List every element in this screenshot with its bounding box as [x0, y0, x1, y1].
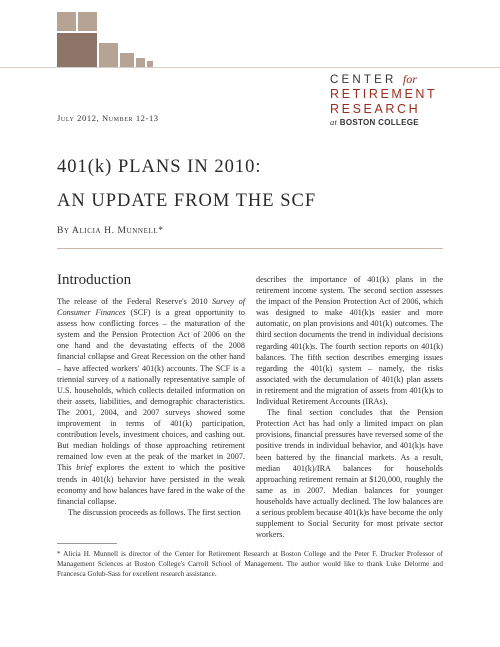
byline: By Alicia H. Munnell*: [57, 226, 164, 236]
decorative-square: [136, 58, 145, 67]
decorative-square: [99, 43, 118, 67]
paragraph-1: The release of the Federal Reserve's 2010 Survey of Consumer Finances (SCF) is a great opportunity to assess how conflicting forces – the maturation of the system and the Pension Protection Act of 2006 on the one hand and the devastating effects of the 2008 financial collapse and Great Recession on the other hand – have affected workers' 401(k) accounts. The SCF is a triennial survey of a nationally representative sample of U.S. households, which collects detailed information on their assets, liabilities, and demographic characteristics. The 2001, 2004, and 2007 surveys showed some improvement in terms of 401(k) participation, contribution levels, investment choices, and cashing out. But median holdings of those approaching retirement remained low even at the peak of the market in 2007. This brief explores the extent to which the positive trends in 401(k) behavior have persisted in the weak economy and how balances have fared in the wake of the financial collapse.: [57, 297, 245, 506]
decorative-square: [57, 33, 97, 67]
decorative-square: [120, 53, 134, 67]
decorative-square: [78, 12, 97, 31]
paragraph-2: The discussion proceeds as follows. The first section: [68, 507, 241, 517]
paragraph-2-continued: describes the importance of 401(k) plans in the retirement income system. The second section assesses the impact of the Pension Protection Act of 2006, which was designed to make 401(k)s easier and more automatic, on plan provisions and 401(k) outcomes. The third section documents the trend in individual decisions regarding 401(k)s. The fourth section reports on 401(k) balances. The fifth section describes emerging issues regarding the 401(k) system – namely, the risks associated with the decumulation of 401(k) plan assets in retirement and the migration of assets from 401(k)s to Individual Retirement Accounts (IRAs).: [256, 275, 443, 407]
issue-date: July 2012, Number 12-13: [57, 113, 159, 123]
left-column: [57, 296, 245, 518]
title-line-1: 401(k) PLANS IN 2010:: [57, 157, 262, 177]
logo-center: CENTER: [330, 74, 397, 86]
logo-at: at: [330, 117, 338, 127]
page-title: [57, 150, 457, 218]
footnote: * Alicia H. Munnell is director of the Center for Retirement Research at Boston College and the Peter F. Drucker Professor of Management Sciences at Boston College's Carroll School of Management. The author would like to thank Luke Delorme and Francesca Golub-Sass for excellent research assistance.: [57, 550, 443, 578]
decorative-square: [57, 12, 76, 31]
logo-retirement: RETIREMENT: [330, 87, 438, 101]
byline-rule: [57, 248, 443, 249]
section-heading: Introduction: [57, 272, 132, 288]
title-line-2: AN UPDATE FROM THE SCF: [57, 191, 317, 211]
header-rule: [0, 67, 500, 68]
logo-research: RESEARCH: [330, 102, 421, 116]
right-column: [256, 274, 443, 540]
logo-for: for: [402, 72, 417, 86]
paragraph-3: The final section concludes that the Pension Protection Act has had only a limited impact on plan provisions, financial pressures have reversed some of the positive trends in individual behavior, and 401(k)s have been battered by the financial markets. As a result, median 401(k)/IRA balances for households approaching retirement remain at $120,000, roughly the same as in 2007. Median balances for younger households have actually declined. The low balances are a serious problem because 401(k)s have become the only supplement to Social Security for most private sector workers.: [256, 408, 443, 540]
logo-college: BOSTON COLLEGE: [339, 118, 419, 127]
crr-logo: [330, 72, 448, 128]
footnote-rule: [57, 543, 117, 544]
